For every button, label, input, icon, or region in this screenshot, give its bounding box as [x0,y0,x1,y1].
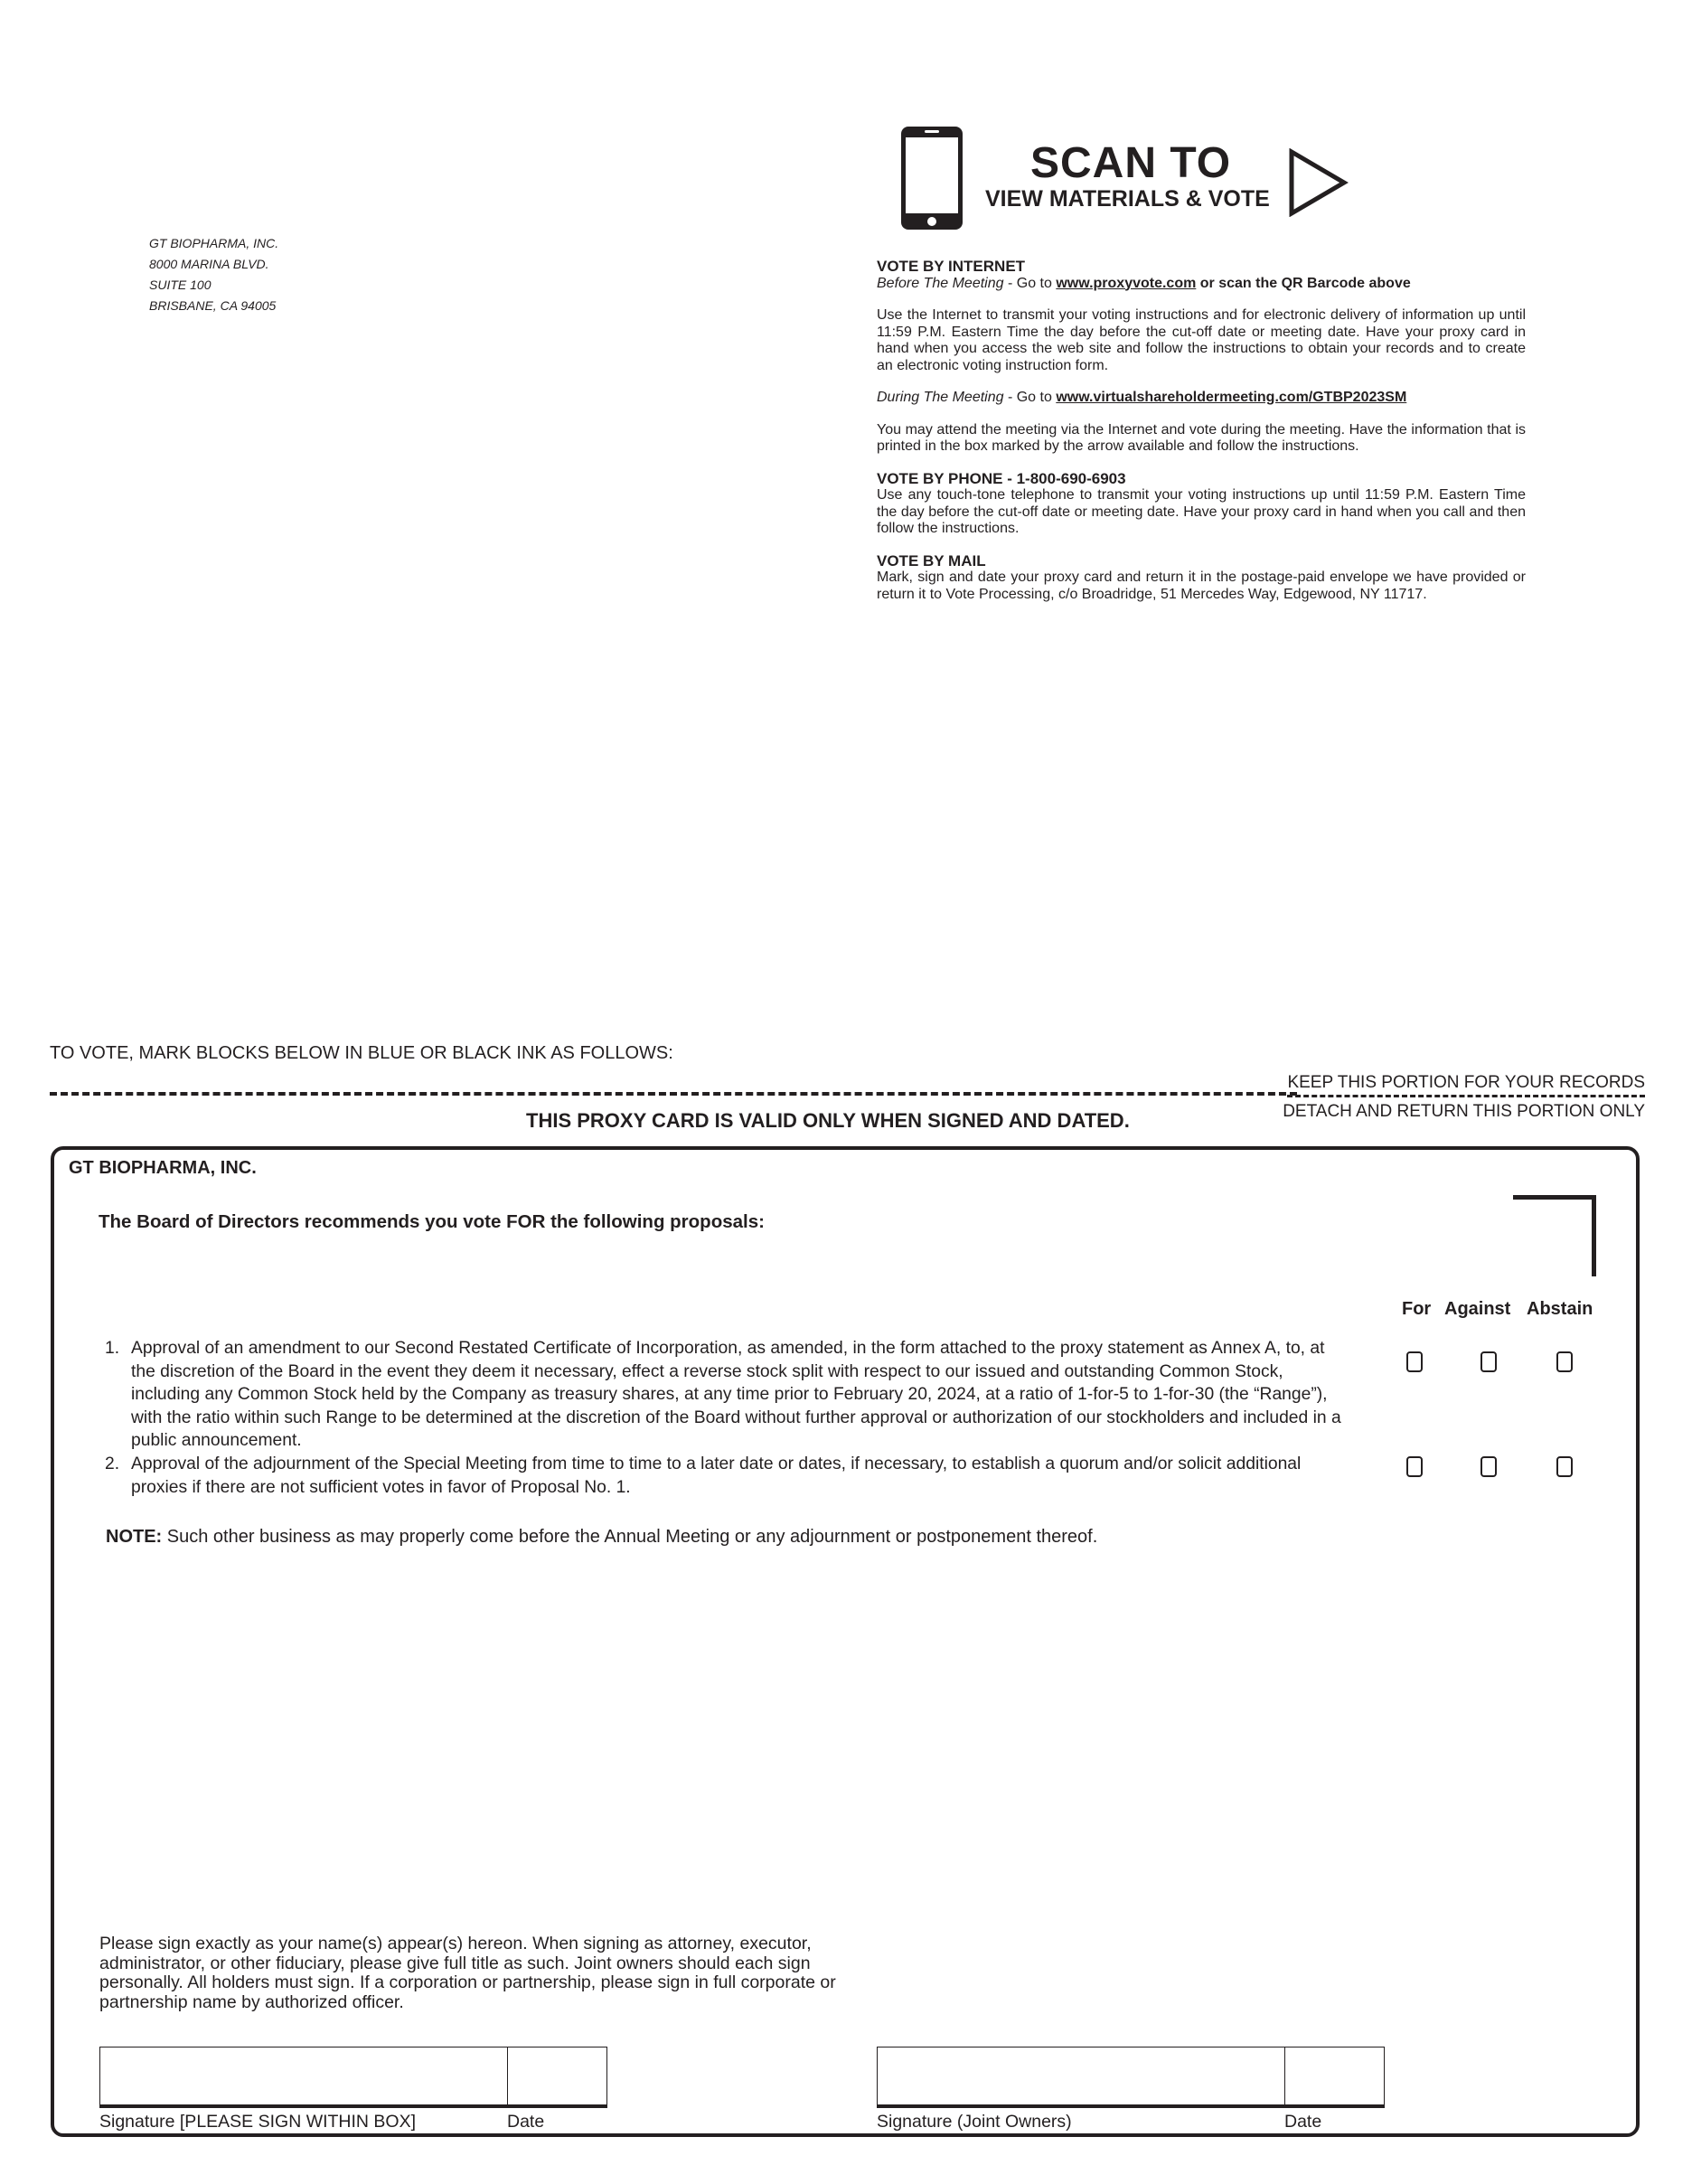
corner-mark [1513,1195,1596,1276]
proposal-1 [105,1337,1347,1453]
vote-by-internet-section [877,259,1526,603]
virtual-meeting-link[interactable]: www.virtualshareholdermeeting.com/GTBP2023SM [1056,390,1407,405]
detach-return-label: DETACH AND RETURN THIS PORTION ONLY [1283,1102,1645,1121]
signature-box[interactable] [99,2047,607,2108]
proxyvote-link[interactable]: www.proxyvote.com [1056,275,1197,291]
return-address [149,233,278,316]
before-meeting-line [877,276,1526,293]
column-abstain: Abstain [1527,1299,1593,1319]
scan-subtitle: VIEW MATERIALS & VOTE [985,186,1270,212]
internet-body: Use the Internet to transmit your voting instructions and for electronic delivery of information up until 11:59 P.M. Eastern Time the day before the cut-off date or meeting date. Have your proxy card in hand when you access the web site and follow the instructions to obtain your records and to create an electronic voting instruction form. [877,307,1526,373]
joint-signature-box[interactable] [877,2047,1385,2108]
keep-portion-label [1287,1073,1645,1097]
during-meeting-label: During The Meeting [877,390,1004,405]
proposal-2-for-checkbox[interactable] [1406,1456,1423,1477]
proposal-number: 2. [105,1454,120,1473]
before-meeting-text: - Go to [1003,275,1057,291]
mail-body: Mark, sign and date your proxy card and return it in the postage-paid envelope we have provided or return it to Vote Processing, c/o Broadridge, 51 Mercedes Way, Edgewood, NY 11717. [877,570,1526,602]
date-box-divider [1284,2048,1285,2104]
date-box-divider [507,2048,508,2104]
proposal-text: Approval of an amendment to our Second Restated Certificate of Incorporation, as amended, in the form attached to the proxy statement as Annex A, to, at the discretion of the Board in the event they deem it necessary, effect a reverse stock split with respect to our issued and outstanding Common Stock, including any Common Stock held by the Company as treasury shares, at any time prior to February 20, 2024, at a ratio of 1-for-5 to 1-for-30 (the “Range”), with the ratio within such Range to be determined at the discretion of the Board without further approval or authorization of our stockholders and included in a public announcement. [131,1339,1341,1450]
address-company: GT BIOPHARMA, INC. [149,236,279,250]
address-line-2: SUITE 100 [149,278,212,292]
proposal-text: Approval of the adjournment of the Special Meeting from time to time to a later date or dates, if necessary, to establish a quorum and/or solicit additional proxies if there are not sufficient votes in favor of Proposal No. 1. [131,1454,1302,1497]
joint-date-label: Date [1284,2112,1322,2132]
address-line-3: BRISBANE, CA 94005 [149,298,277,313]
date-label: Date [507,2112,545,2132]
phone-body: Use any touch-tone telephone to transmit your voting instructions up until 11:59 P.M. Eastern Time the day before the cut-off date or meeting date. Have your proxy card in hand when you call and then follow the instructions. [877,487,1526,536]
address-line-1: 8000 MARINA BLVD. [149,257,269,271]
board-recommendation: The Board of Directors recommends you vote FOR the following proposals: [99,1211,765,1232]
proposal-number: 1. [105,1339,120,1358]
detach-line [50,1092,1297,1096]
scan-title: SCAN TO [1030,139,1232,187]
smartphone-icon [899,125,964,231]
mail-heading: VOTE BY MAIL [877,551,986,570]
joint-signature-label: Signature (Joint Owners) [877,2112,1072,2132]
note-label: NOTE: [106,1527,163,1547]
note [106,1527,1097,1548]
during-meeting-line [877,390,1526,407]
before-meeting-label: Before The Meeting [877,275,1004,291]
during-meeting-text: - Go to [1003,390,1057,405]
valid-notice: THIS PROXY CARD IS VALID ONLY WHEN SIGNED AND DATED. [526,1109,1130,1132]
before-meeting-suffix: or scan the QR Barcode above [1196,275,1411,291]
play-arrow-icon [1288,148,1349,217]
proposal-1-against-checkbox[interactable] [1480,1351,1497,1372]
proposal-2 [105,1453,1347,1499]
proposal-2-against-checkbox[interactable] [1480,1456,1497,1477]
phone-heading: VOTE BY PHONE - 1-800-690-6903 [877,469,1126,487]
column-against: Against [1444,1299,1511,1319]
note-text: Such other business as may properly come before the Annual Meeting or any adjournment or postponement thereof. [162,1527,1098,1547]
signature-label: Signature [PLEASE SIGN WITHIN BOX] [99,2112,417,2132]
mark-instruction: TO VOTE, MARK BLOCKS BELOW IN BLUE OR BLACK INK AS FOLLOWS: [50,1043,673,1063]
signing-instructions: Please sign exactly as your name(s) appear(s) hereon. When signing as attorney, executor, administrator, or other fiduciary, please give full title as such. Joint owners should each sign personally. All holders must sign. If a corporation or partnership, please sign in full corporate or partnership name by authorized officer. [99,1934,836,2012]
keep-portion-text: KEEP THIS PORTION FOR YOUR RECORDS [1287,1073,1645,1097]
column-for: For [1402,1299,1432,1319]
card-company: GT BIOPHARMA, INC. [69,1158,257,1178]
proposal-1-abstain-checkbox[interactable] [1556,1351,1573,1372]
internet-heading: VOTE BY INTERNET [877,258,1026,275]
proposal-2-abstain-checkbox[interactable] [1556,1456,1573,1477]
during-meeting-body: You may attend the meeting via the Internet and vote during the meeting. Have the information that is printed in the box marked by the arrow available and follow the instructions. [877,421,1526,454]
proposal-1-for-checkbox[interactable] [1406,1351,1423,1372]
